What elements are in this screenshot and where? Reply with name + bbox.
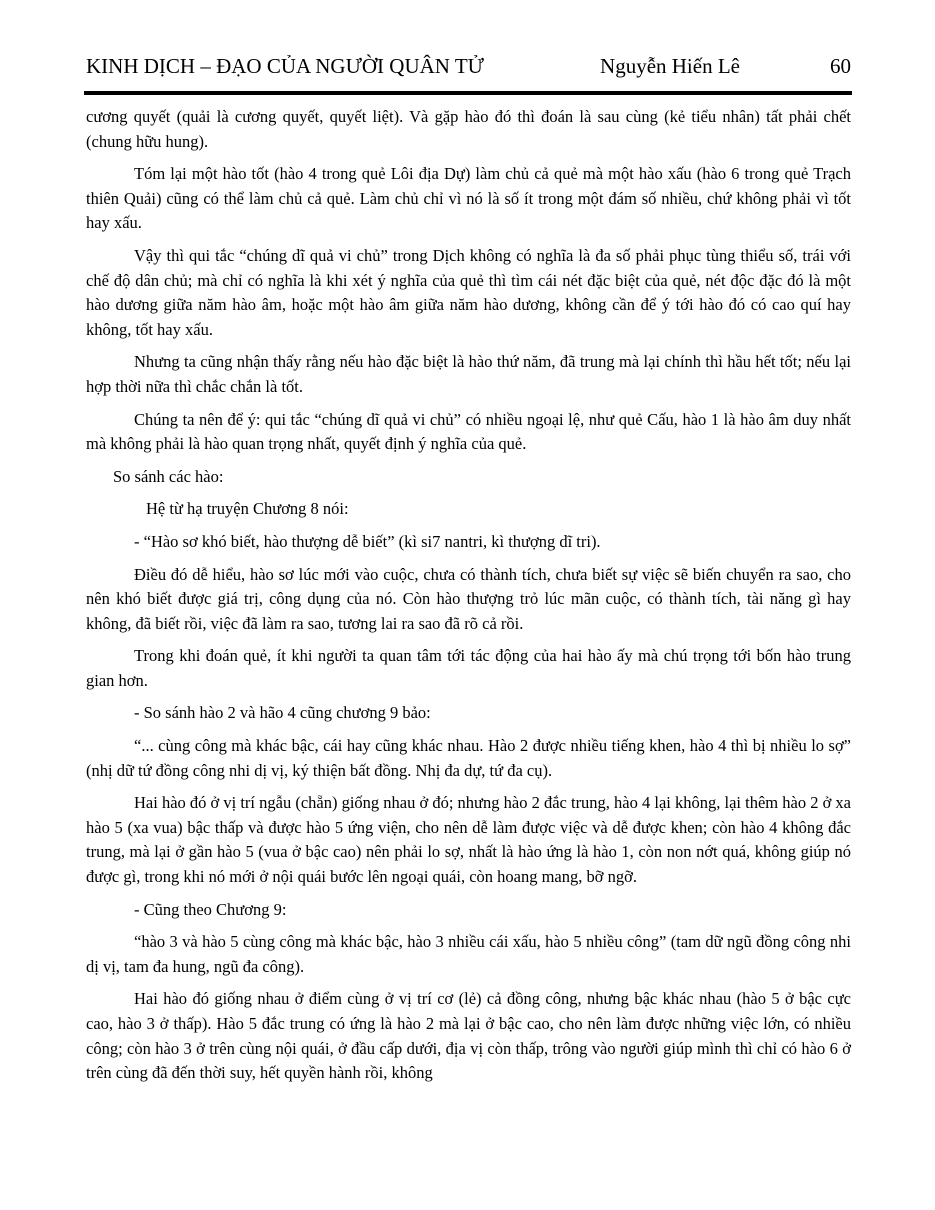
paragraph: Trong khi đoán quẻ, ít khi người ta quan tâm tới tác động của hai hào ấy mà chú trọng tới bốn hào trung gian hơn. <box>86 646 851 690</box>
paragraph: Hệ từ hạ truyện Chương 8 nói: <box>146 499 349 519</box>
paragraph: Nhưng ta cũng nhận thấy rằng nếu hào đặc biệt là hào thứ năm, đã trung mà lại chính thì hầu hết tốt; nếu lại hợp thời nữa thì chắc chắn là tốt. <box>86 352 851 396</box>
author-name: Nguyễn Hiến Lê <box>600 54 740 78</box>
header-rule <box>84 91 852 95</box>
paragraph: Vậy thì qui tắc “chúng dĩ quả vi chủ” trong Dịch không có nghĩa là đa số phải phục tùng thiểu số, trái với chế độ dân chủ; mà chỉ có nghĩa là khi xét ý nghĩa của quẻ thì tìm cái nét đặc biệt của quẻ, nét độc đặc đó là một hào dương giữa năm hào âm, hoặc một hào âm giữa năm hào dương, không cần để ý tới hào đó có cao quí hay không, tốt hay xấu. <box>86 245 851 339</box>
paragraph: “... cùng công mà khác bậc, cái hay cũng khác nhau. Hào 2 được nhiều tiếng khen, hào 4 thì bị nhiều lo sợ” (nhị dữ tứ đồng công nhi dị vị, ký thiện bất đồng. Nhị đa dự, tứ đa cụ). <box>86 736 851 780</box>
paragraph: - So sánh hào 2 và hão 4 cũng chương 9 bảo: <box>134 703 431 723</box>
running-title: KINH DỊCH – ĐẠO CỦA NGƯỜI QUÂN TỬ <box>86 54 484 78</box>
paragraph: So sánh các hào: <box>113 466 224 486</box>
paragraph: Chúng ta nên để ý: qui tắc “chúng dĩ quả vi chủ” có nhiều ngoại lệ, như quẻ Cấu, hào 1 là hào âm duy nhất mà không phải là hào quan trọng nhất, quyết định ý nghĩa của quẻ. <box>86 409 851 454</box>
page-body <box>86 105 851 1094</box>
page-number: 60 <box>830 54 851 78</box>
paragraph: “hào 3 và hào 5 cùng công mà khác bậc, hào 3 nhiều cái xấu, hào 5 nhiều công” (tam dữ ngũ đồng công nhi dị vị, tam đa hung, ngũ đa công). <box>86 932 851 976</box>
paragraph: - Cũng theo Chương 9: <box>134 899 287 919</box>
page-header <box>86 54 851 79</box>
paragraph: Điều đó dễ hiểu, hào sơ lúc mới vào cuộc, chưa có thành tích, chưa biết sự việc sẽ biến chuyển ra sao, cho nên khó biết được giá trị, công dụng của nó. Còn hào thượng trỏ lúc mãn cuộc, có thành tích, tài năng gì hay không, đã biết rồi, việc đã làm ra sao, tương lai ra sao đã rõ cả rồi. <box>86 564 851 633</box>
paragraph: - “Hào sơ khó biết, hào thượng dễ biết” (kì si7 nantri, kì thượng dĩ tri). <box>134 531 601 551</box>
paragraph: cương quyết (quải là cương quyết, quyết liệt). Và gặp hào đó thì đoán là sau cùng (kẻ tiểu nhân) tất phải chết (chung hữu hung). <box>86 107 851 151</box>
paragraph: Tóm lại một hào tốt (hào 4 trong quẻ Lôi địa Dự) làm chủ cả quẻ mà một hào xấu (hào 6 trong quẻ Trạch thiên Quải) cũng có thể làm chủ cả quẻ. Làm chủ chỉ vì nó là số ít trong một đám số nhiều, chứ không phải vì tốt hay xấu. <box>86 164 851 233</box>
paragraph: Hai hào đó giống nhau ở điểm cùng ở vị trí cơ (lẻ) cả đồng công, nhưng bậc khác nhau (hào 5 ở bậc cực cao, hào 3 ở thấp). Hào 5 đắc trung có ứng là hào 2 mà lại ở bậc cao, cho nên làm được những việc lớn, có nhiều công; còn hào 3 ở trên cùng nội quái, ở đầu cấp dưới, địa vị còn thấp, trông vào người giúp mình thì chỉ có hào 6 ở trên cùng đã đến thời suy, hết quyền hành rồi, không <box>86 989 851 1083</box>
paragraph: Hai hào đó ở vị trí ngẫu (chẵn) giống nhau ở đó; nhưng hào 2 đắc trung, hào 4 lại không, lại thêm hào 2 ở xa hào 5 (xa vua) bậc thấp và được hào 5 ứng viện, cho nên dễ làm được việc và dễ được khen; còn hào 4 không đắc trung, mà lại ở gần hào 5 (vua ở bậc cao) nên phải lo sợ, nhất là hào ứng là hào 1, còn non nớt quá, không giúp nó được gì, trong khi nó mới ở nội quái bước lên ngoại quái, còn hoang mang, bỡ ngỡ. <box>86 793 851 887</box>
